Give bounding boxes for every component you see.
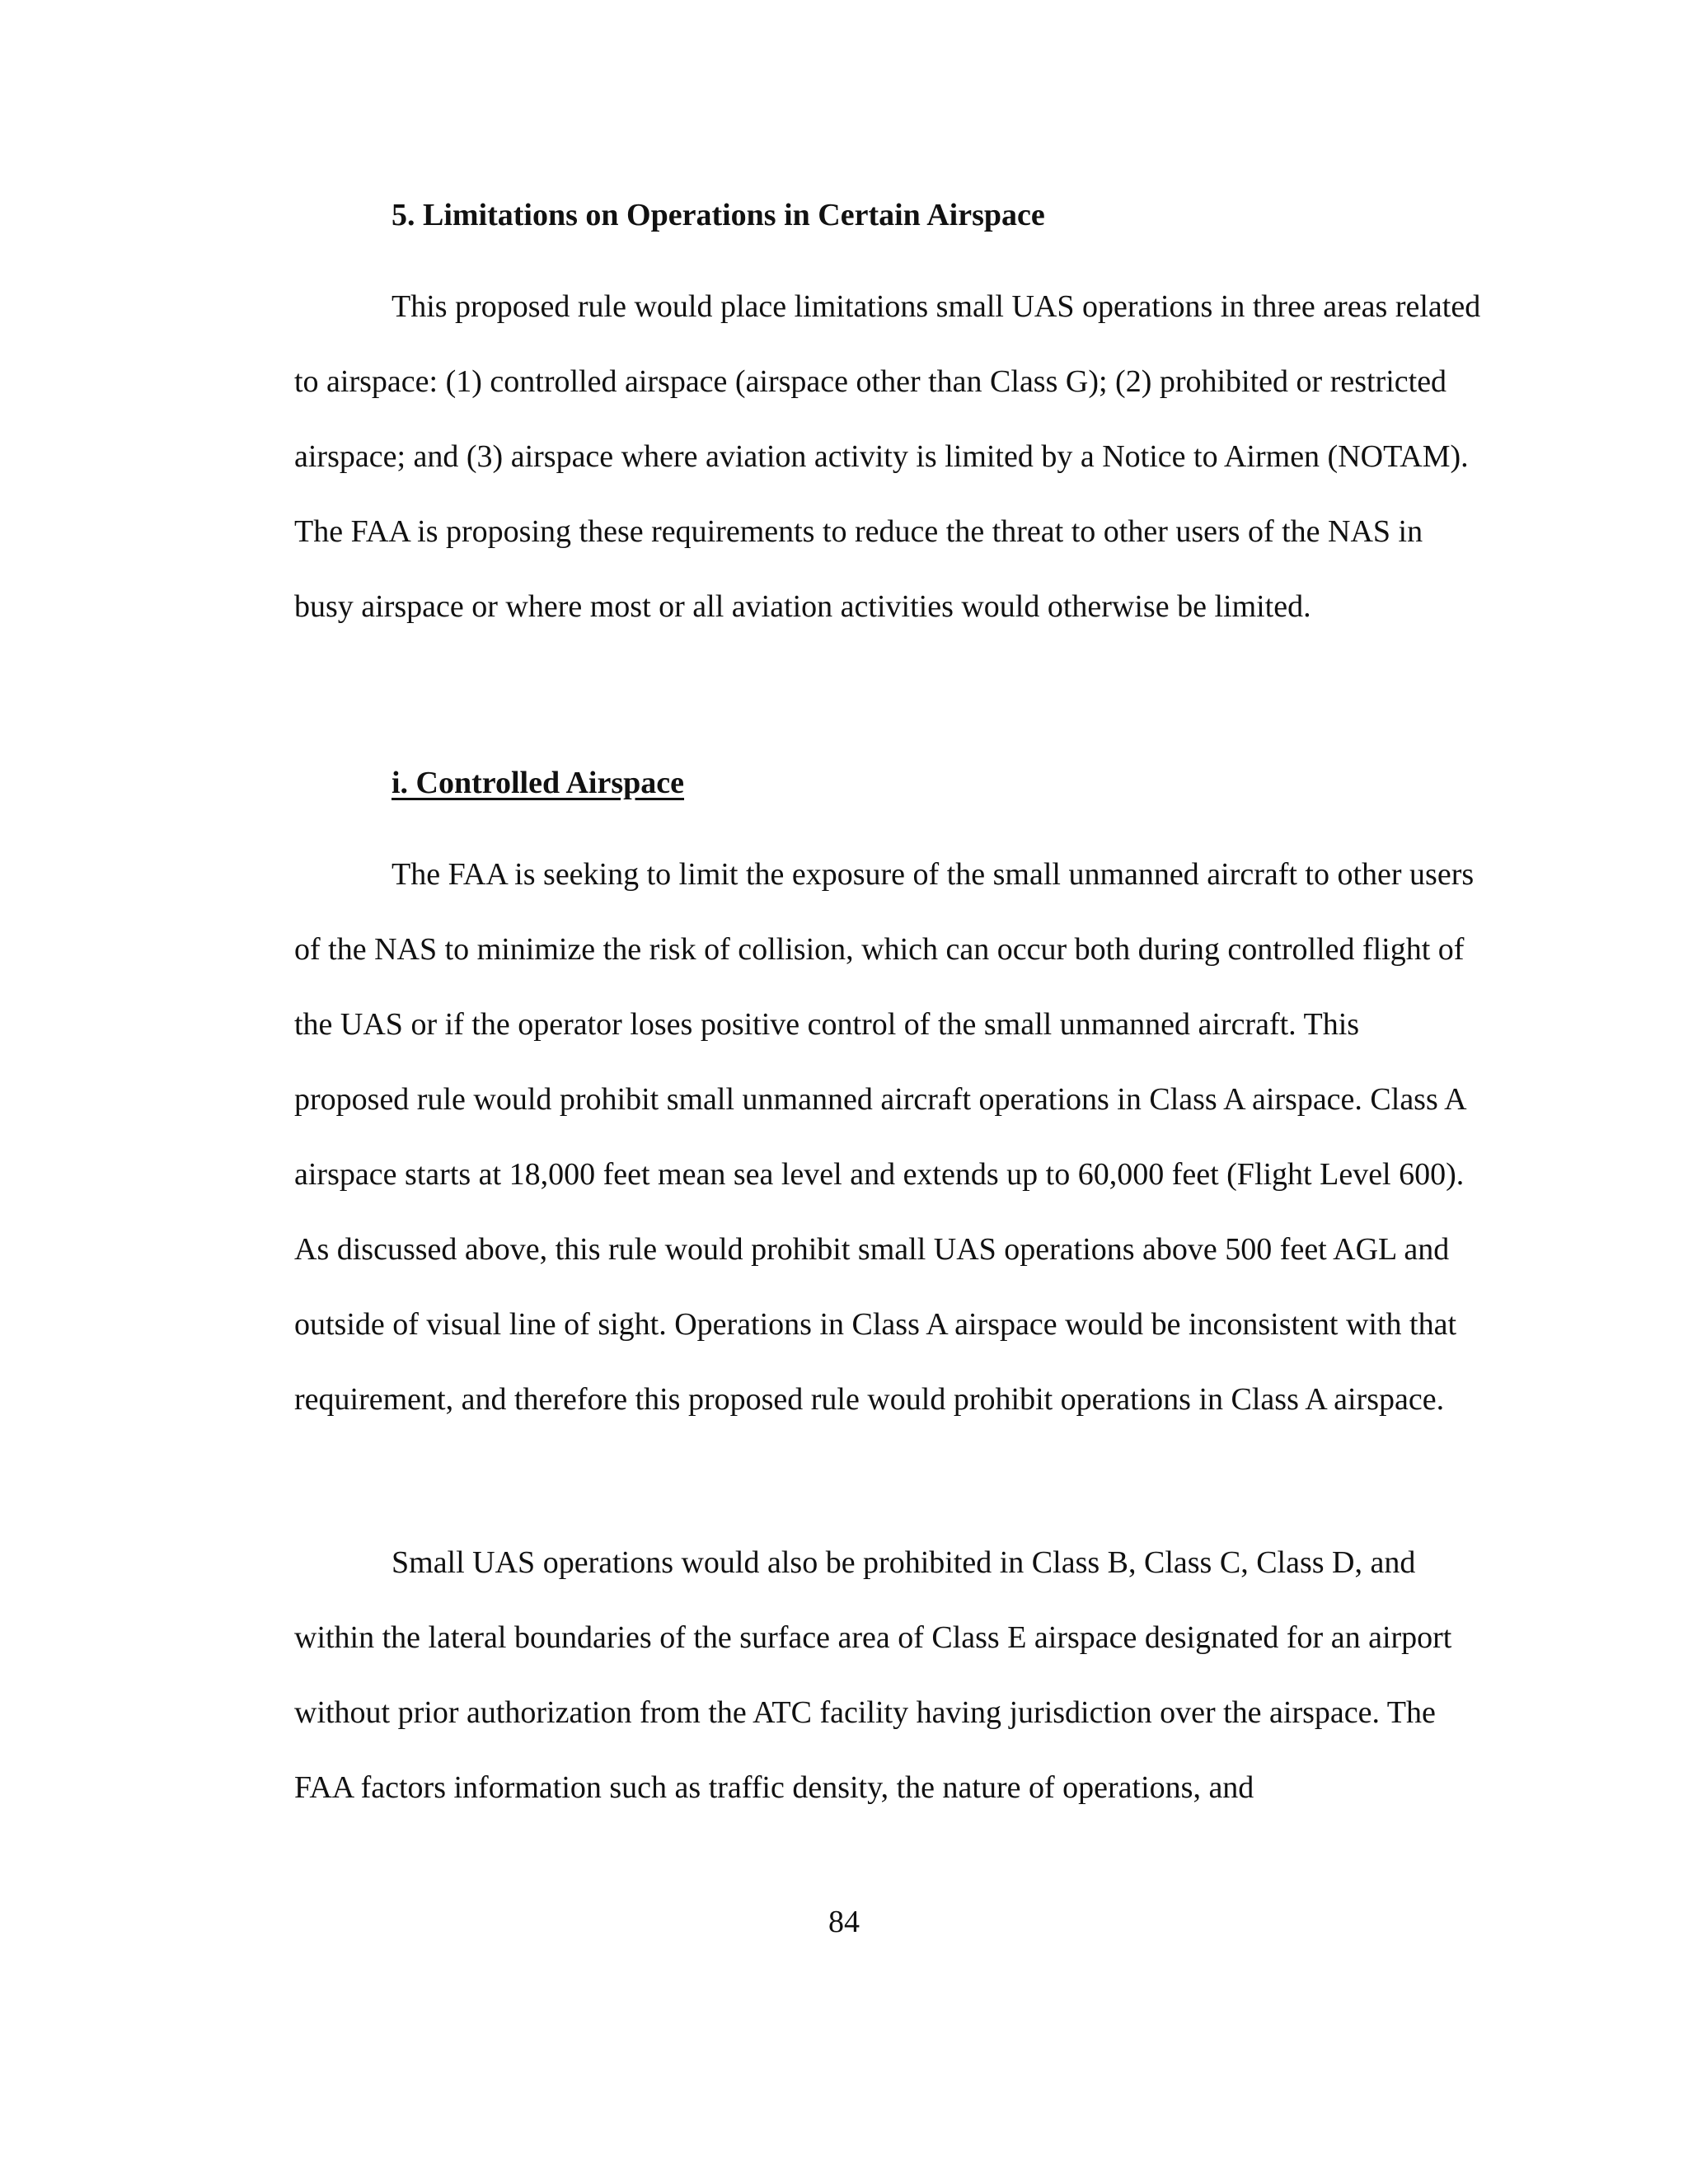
intro-paragraph: This proposed rule would place limitations small UAS operations in three areas related to airspace: (1) controlled airspace (airspace other than Class G); (2) prohibited or restricted airspace; and (3) airspace where aviation activity is limited by a Notice to Airmen (NOTAM). The FAA is proposing these requirements to reduce the threat to other users of the NAS in busy airspace or where most or all aviation activities would otherwise be limited. — [294, 289, 1481, 624]
body-paragraph-1: The FAA is seeking to limit the exposure of the small unmanned aircraft to other users of the NAS to minimize the risk of collision, which can occur both during controlled flight of the UAS or if the operator loses positive control of the small unmanned aircraft. This proposed rule would prohibit small unmanned aircraft operations in Class A airspace. Class A airspace starts at 18,000 feet mean sea level and extends up to 60,000 feet (Flight Level 600). As discussed above, this rule would prohibit small UAS operations above 500 feet AGL and outside of visual line of sight. Operations in Class A airspace would be inconsistent with that requirement, and therefore this proposed rule would prohibit operations in Class A airspace. — [294, 857, 1475, 1417]
section-heading: 5. Limitations on Operations in Certain Airspace — [392, 198, 1045, 232]
body-paragraph-2: Small UAS operations would also be prohibited in Class B, Class C, Class D, and within the lateral boundaries of the surface area of Class E airspace designated for an airport without prior authorization from the ATC facility having jurisdiction over the airspace. The FAA factors information such as traffic density, the nature of operations, and — [294, 1545, 1452, 1805]
subsection-heading: i. Controlled Airspace — [392, 766, 685, 800]
page-number: 84 — [828, 1905, 860, 1939]
